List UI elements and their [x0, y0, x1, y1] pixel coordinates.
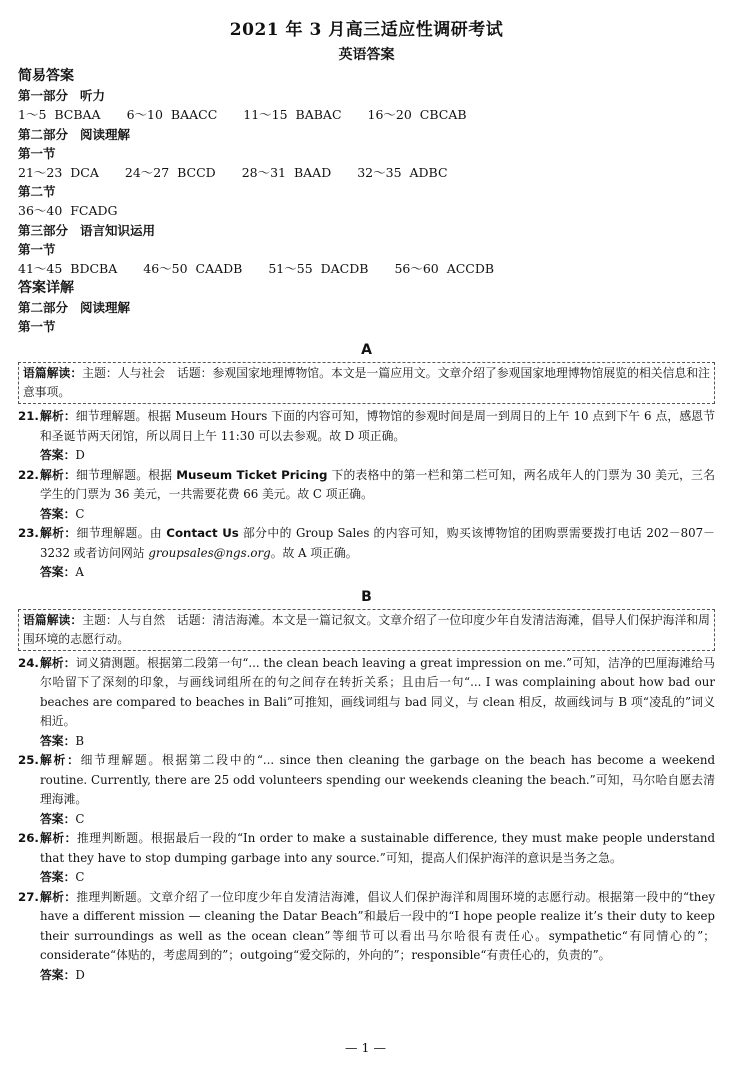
answer-label: 答案： [40, 967, 76, 982]
part3-label: 第三部分 [18, 222, 69, 238]
answer-value: D [75, 448, 85, 462]
question-26 [18, 829, 715, 868]
answer-group: 11～15 BABAC [243, 107, 342, 122]
analysis-emphasis: Museum Ticket Pricing [176, 467, 328, 482]
detailed-answers-heading: 答案详解 [18, 280, 74, 296]
detail-sec-heading: 第一节 [18, 319, 56, 334]
passage-b-heading: B [361, 588, 372, 605]
answer-key-25 [18, 810, 715, 830]
analysis-text: 词义猜测题。根据第二段第一句“... the clean beach leaving a great impression on me.”可知，洁净的巴厘海滩给马尔哈留下了深刻的印象，与画线词组所在的句之间存在转折关系；且由后一句“... I was complaining about how bad our beaches are compared to beaches in Bali”可推知，画线词组与 bad 同义，与 clean 相反，故画线词与 B 项“凌乱的”词义相近。 [40, 655, 715, 728]
page-number: — 1 — [345, 1040, 386, 1055]
answer-value: B [75, 733, 85, 748]
answer-key-22 [18, 505, 715, 525]
analysis-label: 解析： [40, 889, 77, 904]
answer-group: 6～10 BAACC [126, 107, 218, 122]
part3-name: 语言知识运用 [80, 222, 156, 238]
answer-value: C [75, 811, 85, 826]
question-number: 23. [18, 526, 39, 540]
question-number: 24. [18, 655, 39, 670]
answer-key-26 [18, 868, 715, 888]
analysis-text: 细节理解题。根据 [76, 467, 177, 482]
answer-label: 答案： [40, 870, 76, 884]
answer-value: A [75, 565, 84, 579]
question-number: 21. [18, 409, 39, 423]
question-analysis [40, 654, 715, 732]
part1-heading [18, 86, 715, 105]
answer-key-21 [18, 446, 715, 466]
detail-part-label: 第二部分 [18, 300, 69, 315]
question-analysis [40, 466, 715, 505]
question-analysis [40, 524, 715, 563]
analysis-text: 部分中的 Group Sales 的内容可知，购买该博物馆的团购票需要拨打电话 202－807－3232 或者访问网站 [40, 526, 715, 560]
answer-group: 32～35 ADBC [357, 164, 448, 180]
analysis-text: 细节理解题。由 [76, 526, 167, 540]
question-22 [18, 466, 715, 505]
answer-group: 36～40 FCADG [18, 203, 118, 218]
question-analysis [40, 407, 715, 446]
document-subtitle: 英语答案 [338, 47, 395, 63]
answer-value: C [75, 870, 85, 884]
answer-key-23 [18, 563, 715, 583]
analysis-text: 细节理解题。根据第二段中的“... since then cleaning the garbage on the beach has become a weekend routine. Currently, there are 25 odd volunteers spending our weekends cleaning the beach.”可知，马尔哈自愿去清理海滩。 [40, 753, 715, 806]
passage-a-summary [18, 362, 715, 404]
answer-group: 46～50 CAADB [143, 260, 243, 276]
analysis-text: 推理判断题。文章介绍了一位印度少年自发清洁海滩，倡议人们保护海洋和周围环境的志愿行动。根据第一段中的“they have a different mission — cleaning the Datar Beach”和最后一段中的“I hope people realize it’s their duty to keep their surroundings as well as the ocean clean”等细节可以看出马尔哈很有责任心。sympathetic“有同情心的”；considerate“体贴的，考虑周到的”；outgoing“爱交际的，外向的”；responsible“有责任心的，负责的”。 [40, 889, 715, 962]
analysis-website: groupsales@ngs.org [148, 545, 271, 560]
answer-key-27 [18, 966, 715, 986]
analysis-label: 解析： [40, 526, 77, 540]
analysis-text: 细节理解题。根据 Museum Hours 下面的内容可知，博物馆的参观时间是周一到周日的上午 10 点到下午 6 点，感恩节和圣诞节两天闭馆，所以周日上午 11:30 可以去参观。故 D 项正确。 [40, 409, 715, 443]
answer-group: 51～55 DACDB [268, 260, 369, 276]
question-25 [18, 751, 715, 810]
summary-text: 主题：人与社会 话题：参观国家地理博物馆。本文是一篇应用文。文章介绍了参观国家地理博物馆展览的相关信息和注意事项。 [23, 366, 710, 399]
analysis-label: 解析： [40, 467, 77, 482]
answer-group: 56～60 ACCDB [394, 260, 495, 276]
part2-sec1-answers [18, 163, 715, 183]
part1-answers [18, 105, 715, 125]
analysis-text: 下的表格中的第一栏和第二栏可知，两名成年人的门票为 30 美元，三名学生的门票为 36 美元，一共需要花费 66 美元。故 C 项正确。 [40, 467, 715, 501]
analysis-label: 解析： [40, 753, 81, 767]
part2-sec1-heading: 第一节 [18, 145, 56, 161]
answer-label: 答案： [40, 448, 76, 462]
analysis-label: 解析： [40, 831, 77, 845]
question-analysis [40, 751, 715, 810]
answer-key-24 [18, 732, 715, 752]
answer-label: 答案： [40, 506, 76, 521]
part3-sec1-heading: 第一节 [18, 241, 56, 257]
part3-sec1-answers [18, 259, 715, 279]
part2-sec2-heading: 第二节 [18, 184, 56, 199]
part1-label: 第一部分 [18, 88, 69, 103]
analysis-label: 解析： [40, 655, 76, 670]
answer-value: C [75, 506, 85, 521]
part2-heading [18, 125, 715, 144]
answer-label: 答案： [40, 733, 76, 748]
answer-group: 21～23 DCA [18, 164, 99, 180]
summary-label: 语篇解读： [23, 366, 83, 380]
detail-part-heading [18, 298, 715, 317]
question-analysis [40, 829, 715, 868]
summary-text: 主题：人与自然 话题：清洁海滩。本文是一篇记叙文。文章介绍了一位印度少年自发清洁海滩，倡导人们保护海洋和周围环境的志愿行动。 [23, 612, 710, 646]
analysis-label: 解析： [40, 409, 76, 423]
part2-name: 阅读理解 [80, 126, 131, 142]
part3-heading [18, 221, 715, 240]
analysis-emphasis: Contact Us [166, 526, 239, 540]
question-analysis [40, 888, 715, 966]
answer-group: 16～20 CBCAB [367, 107, 467, 122]
question-27 [18, 888, 715, 966]
part1-name: 听力 [80, 88, 106, 103]
question-21 [18, 407, 715, 446]
detail-part-name: 阅读理解 [80, 300, 131, 315]
passage-b-summary [18, 609, 715, 651]
question-number: 27. [18, 889, 39, 904]
part2-label: 第二部分 [18, 126, 69, 142]
document-title: 2021 年 3 月高三适应性调研考试 [229, 20, 504, 40]
answer-group: 28～31 BAAD [241, 164, 332, 180]
part2-sec2-answers [18, 201, 715, 221]
answer-label: 答案： [40, 811, 76, 826]
answer-group: 41～45 BDCBA [18, 260, 118, 276]
brief-answers-heading: 简易答案 [18, 68, 74, 84]
analysis-text: 。故 A 项正确。 [270, 545, 358, 560]
question-number: 26. [18, 831, 39, 845]
passage-a-heading: A [361, 342, 372, 358]
answer-label: 答案： [40, 565, 76, 579]
question-24 [18, 654, 715, 732]
question-number: 25. [18, 753, 39, 767]
analysis-text: 推理判断题。根据最后一段的“In order to make a sustainable difference, they must make people understand that they have to stop dumping garbage into any source.”可知，提高人们保护海洋的意识是当务之急。 [40, 831, 715, 865]
summary-label: 语篇解读： [23, 612, 83, 627]
question-23 [18, 524, 715, 563]
answer-group: 24～27 BCCD [124, 164, 216, 180]
answer-group: 1～5 BCBAA [18, 107, 101, 122]
answer-value: D [75, 967, 85, 982]
question-number: 22. [18, 467, 39, 482]
